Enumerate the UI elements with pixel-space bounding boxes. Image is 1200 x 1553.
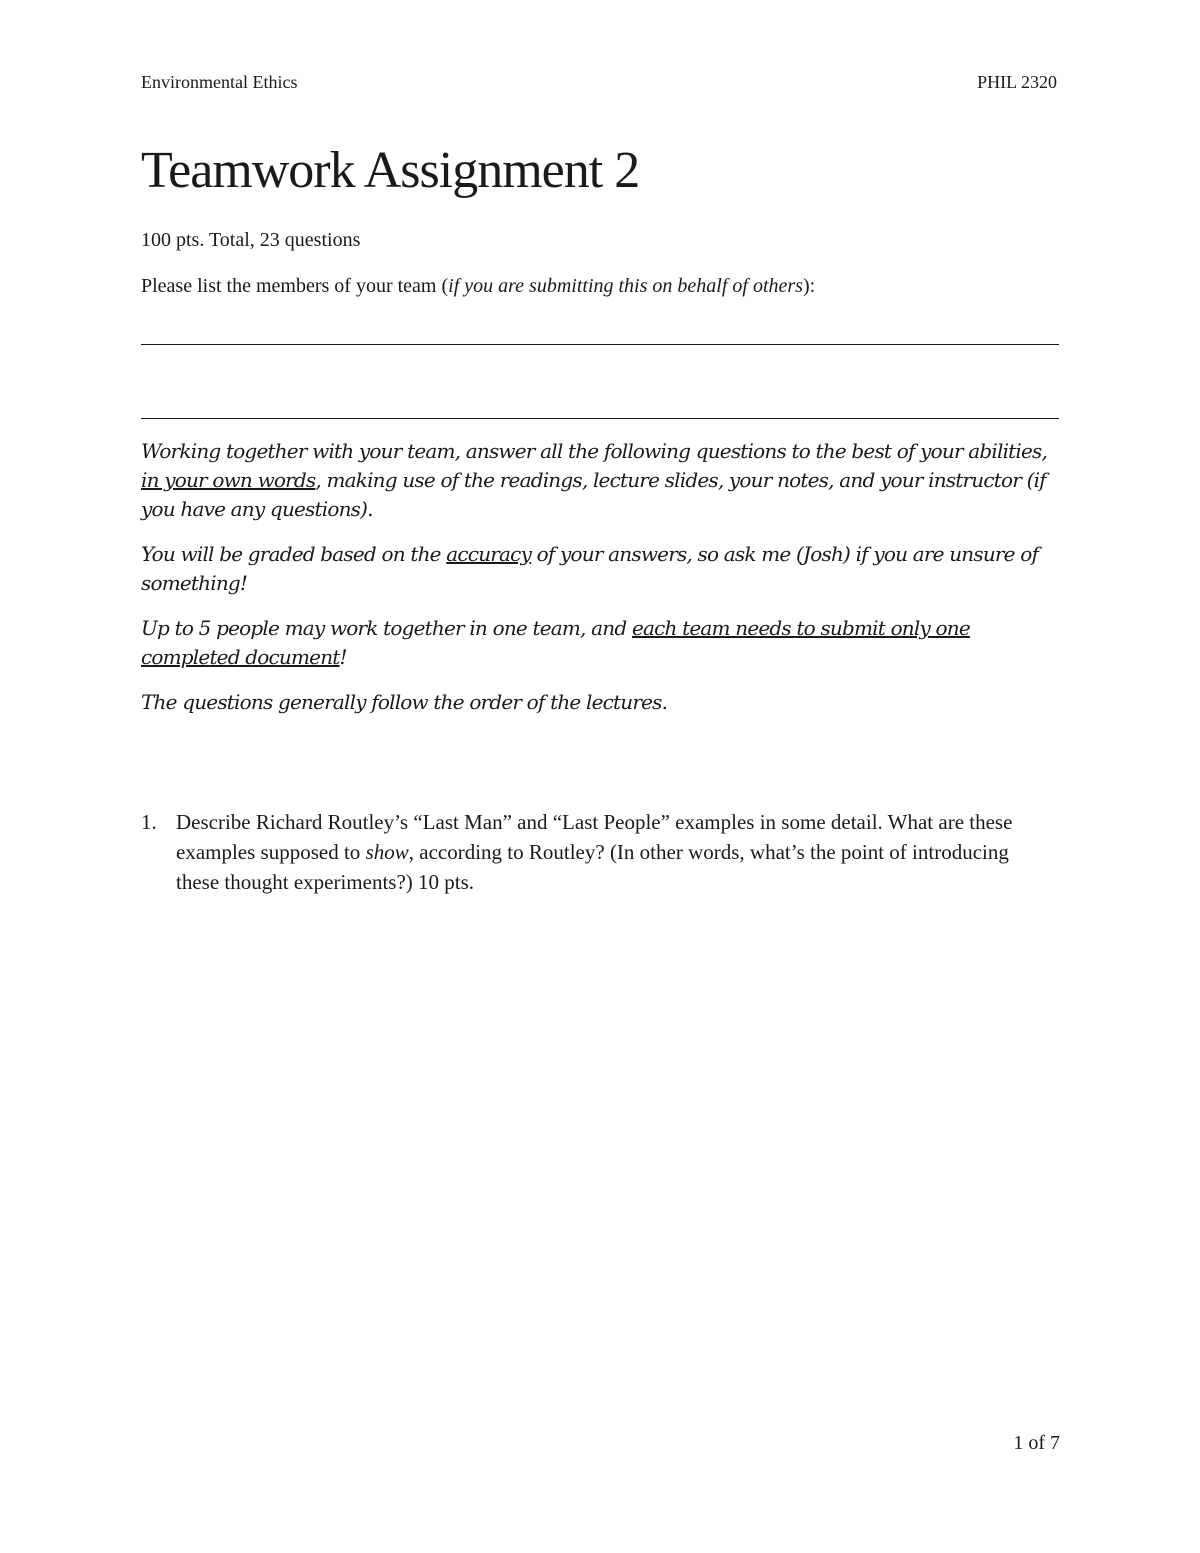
question-text-b: , according to Routley? (In other words, what’s the point of introducing these thought experiments?) 10 pts. [176, 840, 1009, 894]
instruction-paragraph-2 [141, 540, 1059, 598]
question-text-a: Describe Richard Routley’s “Last Man” and “Last People” examples in some detail. What are these examples supposed to [176, 810, 1013, 864]
course-name: Environmental Ethics [141, 72, 298, 92]
instr2-underlined: accuracy [446, 542, 532, 566]
question-number: 1. [141, 810, 157, 834]
team-prompt-before: Please list the members of your team ( [141, 275, 449, 297]
instr2-text-a: You will be graded based on the [141, 542, 447, 566]
question-text-italic: show [365, 840, 409, 864]
instruction-paragraph-4: The questions generally follow the order of the lectures. [141, 690, 668, 714]
team-prompt-italic: if you are submitting this on behalf of others [448, 275, 803, 297]
team-member-line-1[interactable] [141, 344, 1059, 345]
question-1 [141, 807, 1059, 897]
instruction-paragraph-3 [141, 614, 1059, 672]
team-prompt-after: ): [802, 275, 816, 297]
team-members-prompt [141, 275, 815, 298]
instr3-text-a: Up to 5 people may work together in one team, and [141, 616, 632, 640]
instr2-text-b: of your answers, so ask me (Josh) if you are unsure of something! [141, 542, 1039, 595]
instr1-text-b: , making use of the readings, lecture slides, your notes, and your instructor (if you have any questions). [141, 468, 1046, 521]
instr3-underlined: each team needs to submit only one completed document [141, 616, 970, 669]
page-title: Teamwork Assignment 2 [141, 142, 640, 199]
page-number: 1 of 7 [1013, 1432, 1060, 1454]
instr1-text-a: Working together with your team, answer all the following questions to the best of your abilities, [141, 439, 1048, 463]
question-text [176, 807, 1056, 897]
course-code: PHIL 2320 [977, 72, 1057, 92]
instr3-text-b: ! [339, 645, 347, 669]
team-member-line-2[interactable] [141, 418, 1059, 419]
instr1-underlined: in your own words [141, 468, 316, 492]
points-summary: 100 pts. Total, 23 questions [141, 229, 361, 251]
instruction-paragraph-1 [141, 437, 1059, 524]
